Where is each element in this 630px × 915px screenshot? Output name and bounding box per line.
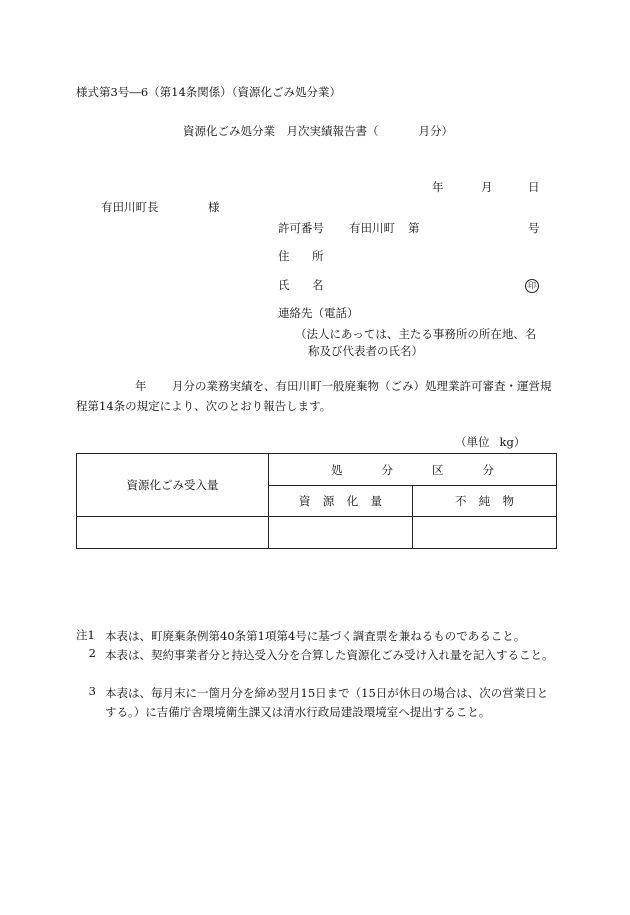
unit-label-text: （単位 [455,435,490,449]
disposal-char-4: 分 [482,462,494,477]
note-number: 注1 [76,628,95,642]
impurity-char-3: 物 [502,494,514,508]
note-number: 3 [88,684,96,698]
date-day: 日 [528,180,540,194]
date-month: 月 [481,180,493,194]
resource-char-2: 源 [322,494,335,508]
resource-amount-cell[interactable] [269,517,413,549]
body-line2: 程第14条の規定により、次のとおり報告します。 [76,399,332,413]
resource-char-4: 量 [370,494,382,508]
name-label-1: 氏 [278,278,290,292]
body-year: 年 [135,379,147,393]
date-year: 年 [432,180,444,194]
table-header-row-1 [77,454,557,486]
impurity-char-2: 純 [478,494,491,508]
table-row [77,517,557,549]
addressee-honorific: 様 [208,200,220,214]
col-received-header: 資源化ごみ受入量 [77,454,269,517]
report-title-suffix: 月分） [418,124,453,138]
resource-char-1: 資 [299,494,311,508]
corp-note-line1: （法人にあっては、主たる事務所の所在地、名 [295,327,537,341]
report-title [183,125,453,139]
note-number: 2 [88,646,96,660]
name-label-2: 名 [312,278,324,292]
disposal-char-3: 区 [432,462,444,477]
addressee-name: 有田川町長 [101,200,159,214]
disposal-char-2: 分 [381,462,393,477]
note-text: 本表は、契約事業者分と持込受入分を合算した資源化ごみ受け入れ量を記入すること。 [105,648,554,662]
report-title-main: 資源化ごみ処分業 月次実績報告書（ [183,124,379,138]
permit-go: 号 [528,221,540,235]
col-impurity-header [413,486,557,517]
address-label-2: 所 [312,249,324,263]
impurity-amount-cell[interactable] [413,517,557,549]
col-disposal-header [269,454,557,486]
disposal-char-1: 処 [331,462,343,477]
body-line1: 月分の業務実績を、有田川町一般廃棄物（ごみ）処理業許可審査・運営規 [172,379,552,393]
unit-value: kg） [499,435,526,449]
resource-char-3: 化 [346,494,359,508]
unit-label [455,436,525,450]
col-resource-header [269,486,413,517]
impurity-char-1: 不 [455,494,467,508]
note-text: 本表は、毎月末に一箇月分を締め翌月15日まで（15日が休日の場合は、次の営業日とする。）に吉備庁舎環境衛生課又は清水行政局建設環境室へ提出すること。 [105,686,549,719]
note-text: 本表は、町廃棄条例第40条第1項第4号に基づく調査票を兼ねるものであること。 [105,629,526,643]
permit-label: 許可番号 [278,221,324,235]
report-table [76,453,557,549]
address-label-1: 住 [278,249,290,263]
received-amount-cell[interactable] [77,517,269,549]
seal-text: 印 [525,279,539,293]
contact-label: 連絡先（電話） [278,306,359,320]
permit-town: 有田川町 [349,221,395,235]
corp-note-line2: 称及び代表者の氏名） [308,344,423,358]
form-title: 様式第3号―6（第14条関係）（資源化ごみ処分業） [76,85,342,99]
seal-mark-icon [525,278,539,293]
permit-dai: 第 [408,221,420,235]
